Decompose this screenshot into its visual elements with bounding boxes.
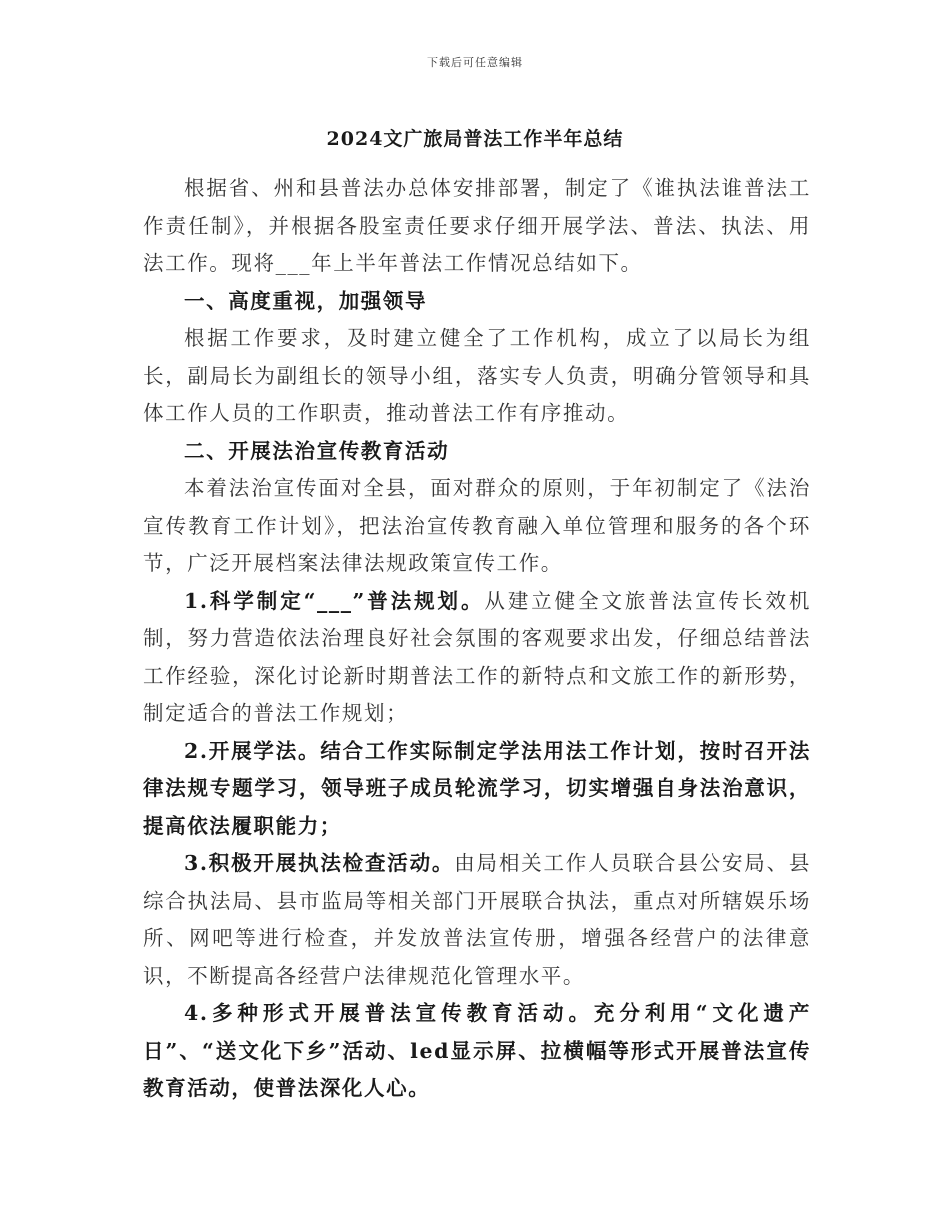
list-item-3-lead: 3.积极开展执法检查活动。 — [184, 851, 455, 875]
header-note: 下载后可任意编辑 — [427, 56, 523, 69]
section-1-paragraph: 根据工作要求，及时建立健全了工作机构，成立了以局长为组长，副局长为副组长的领导小组，落实专人负责，明确分管领导和具体工作人员的工作职责，推动普法工作有序推动。 — [143, 326, 811, 425]
list-item-4: 4.多种形式开展普法宣传教育活动。充分利用“文化遗产日”、“送文化下乡”活动、led显示屏、拉横幅等形式开展普法宣传教育活动，使普法深化人心。 — [143, 1001, 811, 1100]
list-item-3-text: 由局相关工作人员联合县公安局、县综合执法局、县市监局等相关部门开展联合执法，重点对所辖娱乐场所、网吧等进行检查，并发放普法宣传册，增强各经营户的法律意识，不断提高各经营户法律规范化管理水平。 — [143, 851, 811, 988]
list-item-2: 2.开展学法。结合工作实际制定学法用法工作计划，按时召开法律法规专题学习，领导班子成员轮流学习，切实增强自身法治意识，提高依法履职能力； — [143, 738, 811, 838]
intro-paragraph: 根据省、州和县普法办总体安排部署，制定了《谁执法谁普法工作责任制》，并根据各股室责任要求仔细开展学法、普法、执法、用法工作。现将___年上半年普法工作情况总结如下。 — [143, 176, 811, 275]
list-item-1 — [143, 583, 811, 733]
document-title: 2024文广旅局普法工作半年总结 — [326, 128, 624, 150]
document-body — [143, 170, 811, 1108]
section-heading-1: 一、高度重视，加强领导 — [184, 288, 428, 313]
list-item-1-text: 从建立健全文旅普法宣传长效机制，努力营造依法治理良好社会氛围的客观要求出发，仔细总结普法工作经验，深化讨论新时期普法工作的新特点和文旅工作的新形势，制定适合的普法工作规划； — [143, 588, 811, 725]
section-2-paragraph: 本着法治宣传面对全县，面对群众的原则，于年初制定了《法治宣传教育工作计划》，把法治宣传教育融入单位管理和服务的各个环节，广泛开展档案法律法规政策宣传工作。 — [143, 476, 811, 575]
list-item-1-lead: 1.科学制定“___”普法规划。 — [184, 588, 485, 613]
list-item-3 — [143, 845, 811, 995]
section-heading-2: 二、开展法治宣传教育活动 — [184, 438, 450, 463]
